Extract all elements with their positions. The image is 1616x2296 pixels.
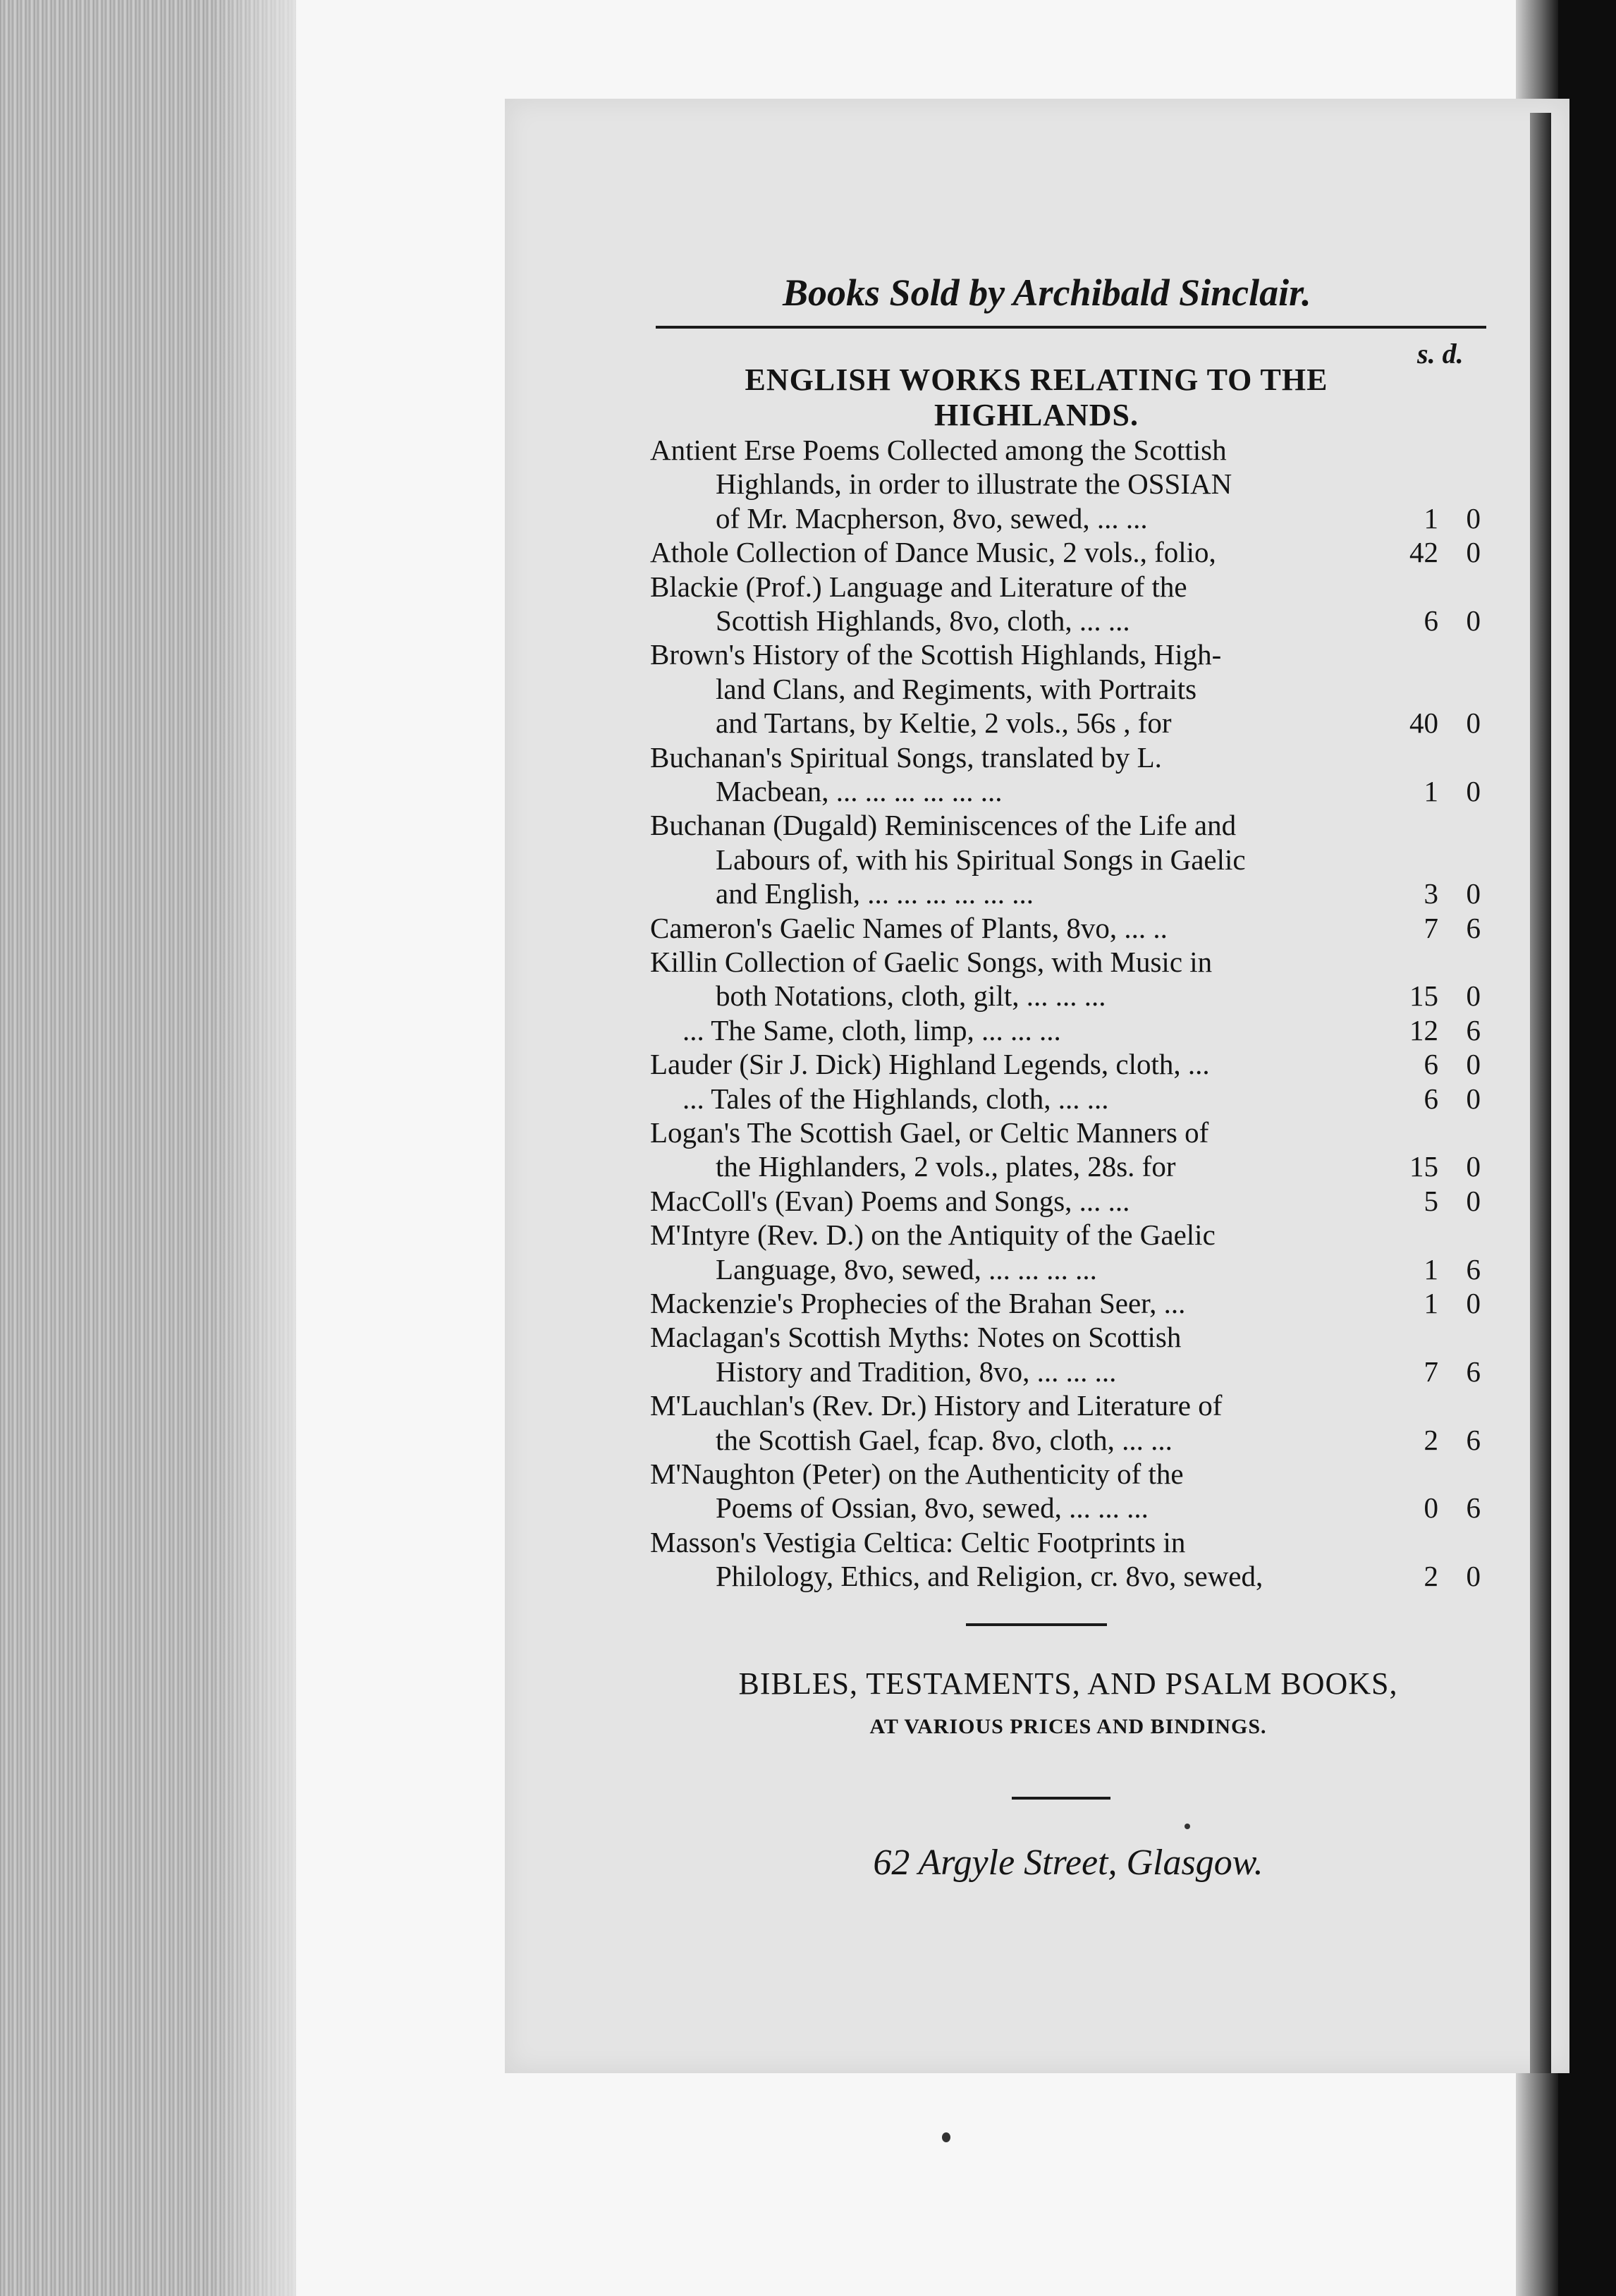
price-shillings: 1 <box>1424 1253 1438 1286</box>
book-entry-text: Macbean, ... ... ... ... ... ... <box>716 775 1003 807</box>
price-pence: 0 <box>1466 1082 1481 1115</box>
header-rule <box>656 326 1486 329</box>
ink-speck <box>1185 1824 1190 1829</box>
price-shillings: 2 <box>1424 1560 1438 1592</box>
book-entry-text: Killin Collection of Gaelic Songs, with Music in <box>650 946 1213 978</box>
price-pence: 0 <box>1466 1048 1481 1080</box>
price-pence: 0 <box>1466 707 1481 739</box>
price-pence: 0 <box>1466 502 1481 535</box>
book-entry-text: History and Tradition, 8vo, ... ... ... <box>716 1355 1117 1388</box>
price-pence: 6 <box>1466 1014 1481 1046</box>
sheet-edge-shadow <box>1530 113 1551 2073</box>
book-entry-text: ... The Same, cloth, limp, ... ... ... <box>682 1014 1061 1046</box>
book-entry-text: MacColl's (Evan) Poems and Songs, ... ... <box>650 1185 1130 1217</box>
price-shillings: 6 <box>1424 604 1438 637</box>
price-shillings: 1 <box>1424 775 1438 807</box>
price-shillings: 7 <box>1424 1355 1438 1388</box>
book-entry-text: Language, 8vo, sewed, ... ... ... ... <box>716 1253 1097 1286</box>
price-shillings: 5 <box>1424 1185 1438 1217</box>
price-pence: 6 <box>1466 1424 1481 1456</box>
price-shillings: 3 <box>1424 877 1438 910</box>
bibles-heading: BIBLES, TESTAMENTS, AND PSALM BOOKS, <box>738 1666 1398 1701</box>
price-shillings: 40 <box>1409 707 1438 739</box>
book-entry-text: M'Naughton (Peter) on the Authenticity of the <box>650 1458 1184 1490</box>
price-shillings: 15 <box>1409 979 1438 1012</box>
book-entry-text: Scottish Highlands, 8vo, cloth, ... ... <box>716 604 1130 637</box>
book-entry-text: of Mr. Macpherson, 8vo, sewed, ... ... <box>716 502 1148 535</box>
price-pence: 6 <box>1466 1355 1481 1388</box>
publisher-address: 62 Argyle Street, Glasgow. <box>873 1843 1263 1883</box>
price-shillings: 2 <box>1424 1424 1438 1456</box>
book-entry-text: M'Intyre (Rev. D.) on the Antiquity of the Gaelic <box>650 1219 1216 1251</box>
section-title-line1: ENGLISH WORKS RELATING TO THE <box>745 362 1328 397</box>
price-shillings: 0 <box>1424 1491 1438 1524</box>
book-entry-text: Maclagan's Scottish Myths: Notes on Scottish <box>650 1321 1182 1353</box>
book-entry-text: ... Tales of the Highlands, cloth, ... ... <box>682 1082 1109 1115</box>
book-entry-text: the Scottish Gael, fcap. 8vo, cloth, ... ... <box>716 1424 1173 1456</box>
shillings-heading: s. <box>1417 338 1436 370</box>
book-entry-text: Blackie (Prof.) Language and Literature of the <box>650 570 1187 603</box>
price-pence: 0 <box>1466 1185 1481 1217</box>
price-pence: 0 <box>1466 1150 1481 1183</box>
price-shillings: 6 <box>1424 1048 1438 1080</box>
book-entry-text: Buchanan's Spiritual Songs, translated by L. <box>650 741 1162 774</box>
price-pence: 0 <box>1466 775 1481 807</box>
section-divider <box>966 1623 1107 1626</box>
price-shillings: 1 <box>1424 502 1438 535</box>
price-shillings: 15 <box>1409 1150 1438 1183</box>
pence-heading: d. <box>1442 338 1464 370</box>
book-entry-text: Highlands, in order to illustrate the OSSIAN <box>716 468 1232 500</box>
price-pence: 0 <box>1466 1560 1481 1592</box>
book-entry-text: Athole Collection of Dance Music, 2 vols., folio, <box>650 536 1216 568</box>
book-entry-text: Brown's History of the Scottish Highlands, High- <box>650 638 1222 671</box>
book-entry-text: and English, ... ... ... ... ... ... <box>716 877 1034 910</box>
price-pence: 6 <box>1466 1253 1481 1286</box>
running-title: Books Sold by Archibald Sinclair. <box>783 271 1311 314</box>
section-title-line2: HIGHLANDS. <box>934 398 1139 432</box>
book-entry-text: M'Lauchlan's (Rev. Dr.) History and Literature of <box>650 1389 1223 1422</box>
price-column-heading <box>1417 337 1464 370</box>
footer-divider <box>1012 1797 1110 1800</box>
book-entry-text: Lauder (Sir J. Dick) Highland Legends, cloth, ... <box>650 1048 1210 1080</box>
book-entry-text: Poems of Ossian, 8vo, sewed, ... ... ... <box>716 1491 1149 1524</box>
book-entry-text: Masson's Vestigia Celtica: Celtic Footprints in <box>650 1526 1186 1558</box>
price-pence: 0 <box>1466 604 1481 637</box>
book-entry-text: land Clans, and Regiments, with Portraits <box>716 673 1197 705</box>
price-shillings: 7 <box>1424 912 1438 944</box>
book-entry-text: Philology, Ethics, and Religion, cr. 8vo, sewed, <box>716 1560 1263 1592</box>
price-pence: 0 <box>1466 1287 1481 1319</box>
book-entry-text: Antient Erse Poems Collected among the Scottish <box>650 434 1227 466</box>
price-shillings: 6 <box>1424 1082 1438 1115</box>
book-entry-text: both Notations, cloth, gilt, ... ... ... <box>716 979 1106 1012</box>
price-pence: 6 <box>1466 912 1481 944</box>
price-pence: 0 <box>1466 979 1481 1012</box>
bibles-subheading: AT VARIOUS PRICES AND BINDINGS. <box>869 1715 1267 1738</box>
price-shillings: 12 <box>1409 1014 1438 1046</box>
book-entry-text: Labours of, with his Spiritual Songs in Gaelic <box>716 843 1246 876</box>
book-entry-text: and Tartans, by Keltie, 2 vols., 56s , for <box>716 707 1172 739</box>
book-entry-text: the Highlanders, 2 vols., plates, 28s. for <box>716 1150 1176 1183</box>
price-shillings: 42 <box>1409 536 1438 568</box>
price-pence: 0 <box>1466 877 1481 910</box>
price-shillings: 1 <box>1424 1287 1438 1319</box>
ink-speck <box>942 2132 950 2142</box>
page-edge-fade <box>212 0 310 2296</box>
price-pence: 6 <box>1466 1491 1481 1524</box>
book-entry-text: Mackenzie's Prophecies of the Brahan Seer, ... <box>650 1287 1186 1319</box>
book-entry-text: Logan's The Scottish Gael, or Celtic Manners of <box>650 1116 1209 1149</box>
book-entry-text: Buchanan (Dugald) Reminiscences of the Life and <box>650 809 1237 841</box>
price-pence: 0 <box>1466 536 1481 568</box>
book-entry-text: Cameron's Gaelic Names of Plants, 8vo, ... .. <box>650 912 1168 944</box>
